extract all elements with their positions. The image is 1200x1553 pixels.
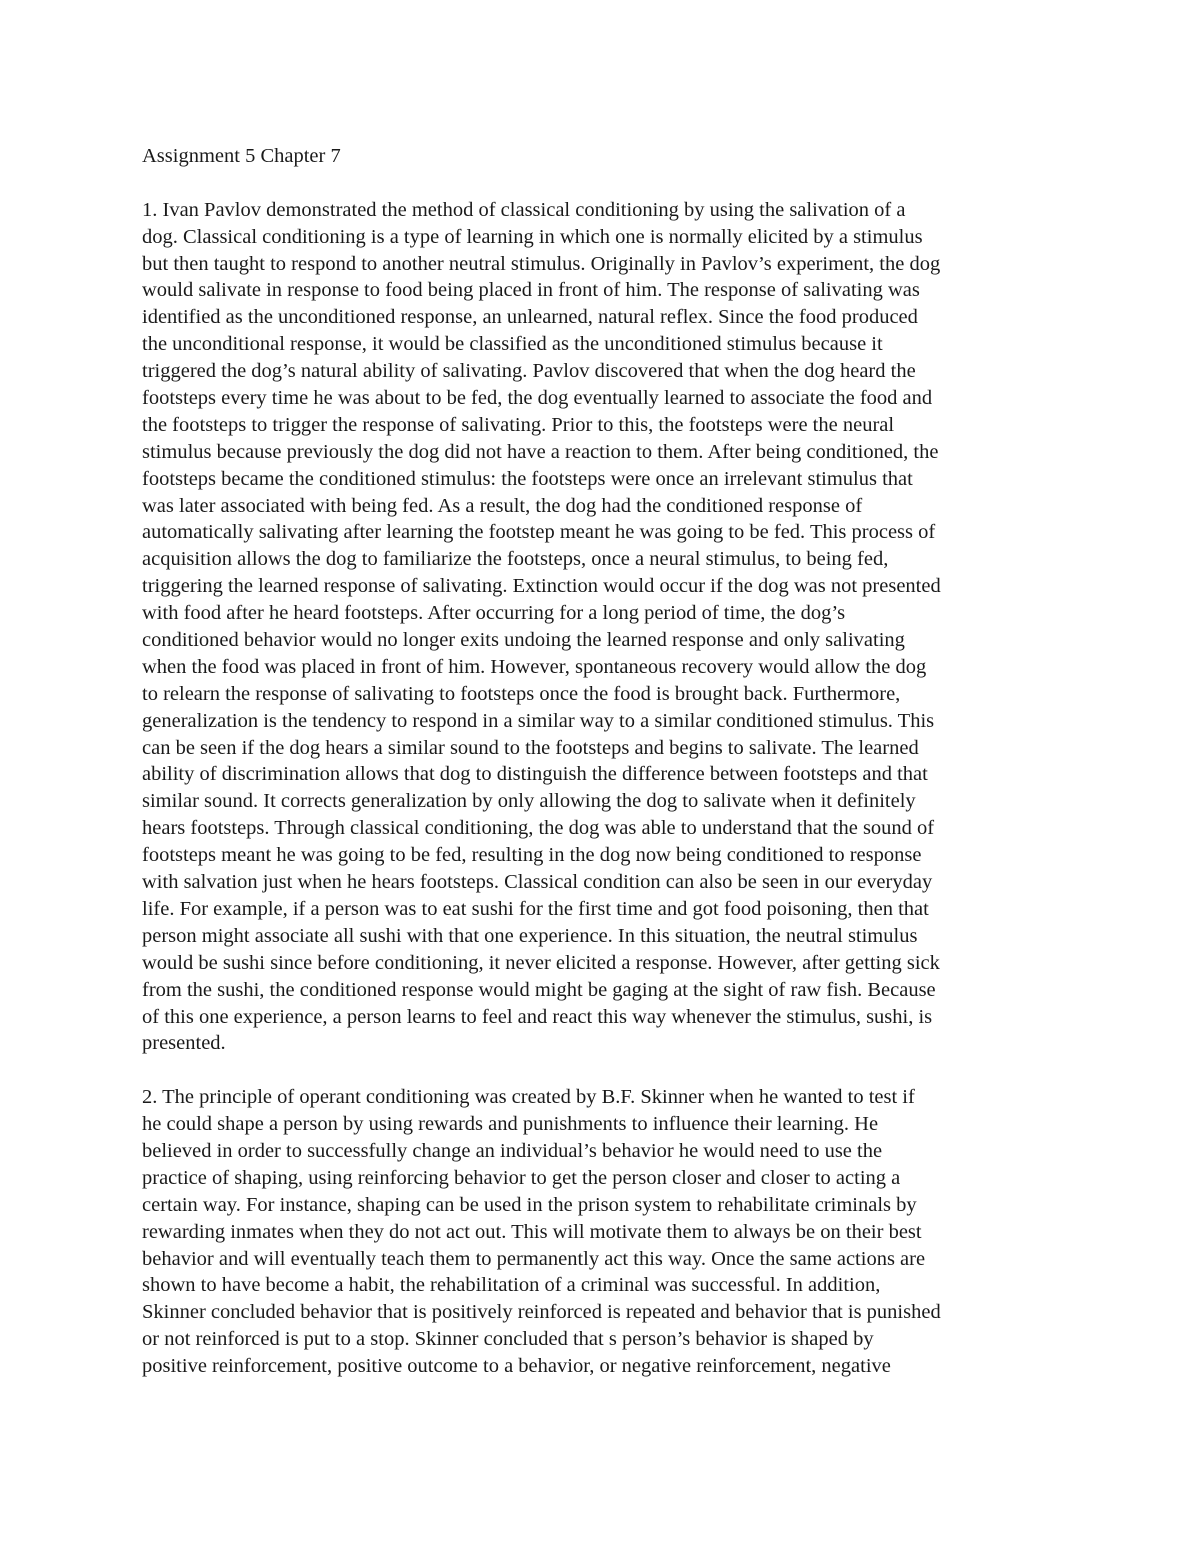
text-line: triggered the dog’s natural ability of salivating. Pavlov discovered that when the dog heard the [142, 360, 916, 383]
text-line: believed in order to successfully change an individual’s behavior he would need to use the [142, 1139, 883, 1162]
text-line: the footsteps to trigger the response of salivating. Prior to this, the footsteps were the neural [142, 413, 895, 436]
text-line: automatically salivating after learning the footstep meant he was going to be fed. This process of [142, 521, 936, 544]
text-line: shown to have become a habit, the rehabilitation of a criminal was successful. In addition, [142, 1274, 881, 1297]
text-line: presented. [142, 1032, 226, 1055]
text-line: would be sushi since before conditioning, it never elicited a response. However, after getting sick [142, 951, 940, 974]
text-line: but then taught to respond to another neutral stimulus. Originally in Pavlov’s experiment, the dog [142, 252, 941, 275]
text-line: or not reinforced is put to a stop. Skinner concluded that s person’s behavior is shaped by [142, 1328, 874, 1351]
text-line: certain way. For instance, shaping can be used in the prison system to rehabilitate criminals by [142, 1193, 917, 1216]
text-line: behavior and will eventually teach them to permanently act this way. Once the same actions are [142, 1247, 926, 1270]
text-line: of this one experience, a person learns to feel and react this way whenever the stimulus, sushi, is [142, 1005, 933, 1028]
text-line: when the food was placed in front of him. However, spontaneous recovery would allow the dog [142, 655, 927, 678]
text-line: footsteps became the conditioned stimulus: the footsteps were once an irrelevant stimulus that [142, 467, 913, 490]
text-line: person might associate all sushi with that one experience. In this situation, the neutral stimulus [142, 924, 918, 947]
text-line: can be seen if the dog hears a similar sound to the footsteps and begins to salivate. The learned [142, 736, 919, 759]
text-line: identified as the unconditioned response, an unlearned, natural reflex. Since the food produced [142, 306, 918, 329]
text-line: from the sushi, the conditioned response would might be gaging at the sight of raw fish. Because [142, 978, 936, 1001]
text-line: with food after he heard footsteps. After occurring for a long period of time, the dog’s [142, 602, 846, 625]
text-line: life. For example, if a person was to eat sushi for the first time and got food poisoning, then that [142, 897, 929, 920]
text-line: Skinner concluded behavior that is positively reinforced is repeated and behavior that is punished [142, 1301, 941, 1324]
text-line: stimulus because previously the dog did not have a reaction to them. After being conditioned, the [142, 440, 939, 463]
text-line: footsteps every time he was about to be fed, the dog eventually learned to associate the food and [142, 387, 933, 410]
text-line: 1. Ivan Pavlov demonstrated the method of classical conditioning by using the salivation of a [142, 198, 906, 221]
text-line: the unconditional response, it would be classified as the unconditioned stimulus because it [142, 333, 883, 356]
text-line: ability of discrimination allows that dog to distinguish the difference between footsteps and that [142, 763, 928, 786]
text-line: would salivate in response to food being placed in front of him. The response of salivating was [142, 279, 920, 302]
text-line: practice of shaping, using reinforcing behavior to get the person closer and closer to acting a [142, 1166, 901, 1189]
text-line: acquisition allows the dog to familiarize the footsteps, once a neural stimulus, to being fed, [142, 548, 889, 571]
document-title: Assignment 5 Chapter 7 [142, 145, 341, 167]
text-line: was later associated with being fed. As a result, the dog had the conditioned response of [142, 494, 863, 517]
text-line: 2. The principle of operant conditioning was created by B.F. Skinner when he wanted to test if [142, 1086, 915, 1109]
text-line: with salvation just when he hears footsteps. Classical condition can also be seen in our everyday [142, 871, 933, 894]
text-line: similar sound. It corrects generalization by only allowing the dog to salivate when it definitely [142, 790, 916, 813]
text-line: to relearn the response of salivating to footsteps once the food is brought back. Furthermore, [142, 682, 901, 705]
document-body [142, 143, 1072, 1380]
text-line: positive reinforcement, positive outcome to a behavior, or negative reinforcement, negative [142, 1355, 891, 1378]
text-line: dog. Classical conditioning is a type of learning in which one is normally elicited by a stimulus [142, 225, 923, 248]
paragraph-1 [142, 197, 1072, 1058]
paragraph-2 [142, 1084, 1072, 1380]
text-line: triggering the learned response of salivating. Extinction would occur if the dog was not presented [142, 575, 941, 598]
text-line: generalization is the tendency to respond in a similar way to a similar conditioned stimulus. This [142, 709, 935, 732]
text-line: hears footsteps. Through classical conditioning, the dog was able to understand that the sound of [142, 817, 935, 840]
text-line: conditioned behavior would no longer exits undoing the learned response and only salivating [142, 629, 905, 652]
text-line: rewarding inmates when they do not act out. This will motivate them to always be on their best [142, 1220, 922, 1243]
text-line: he could shape a person by using rewards and punishments to influence their learning. He [142, 1113, 879, 1136]
text-line: footsteps meant he was going to be fed, resulting in the dog now being conditioned to response [142, 844, 922, 867]
paragraphs-container [142, 197, 1072, 1380]
